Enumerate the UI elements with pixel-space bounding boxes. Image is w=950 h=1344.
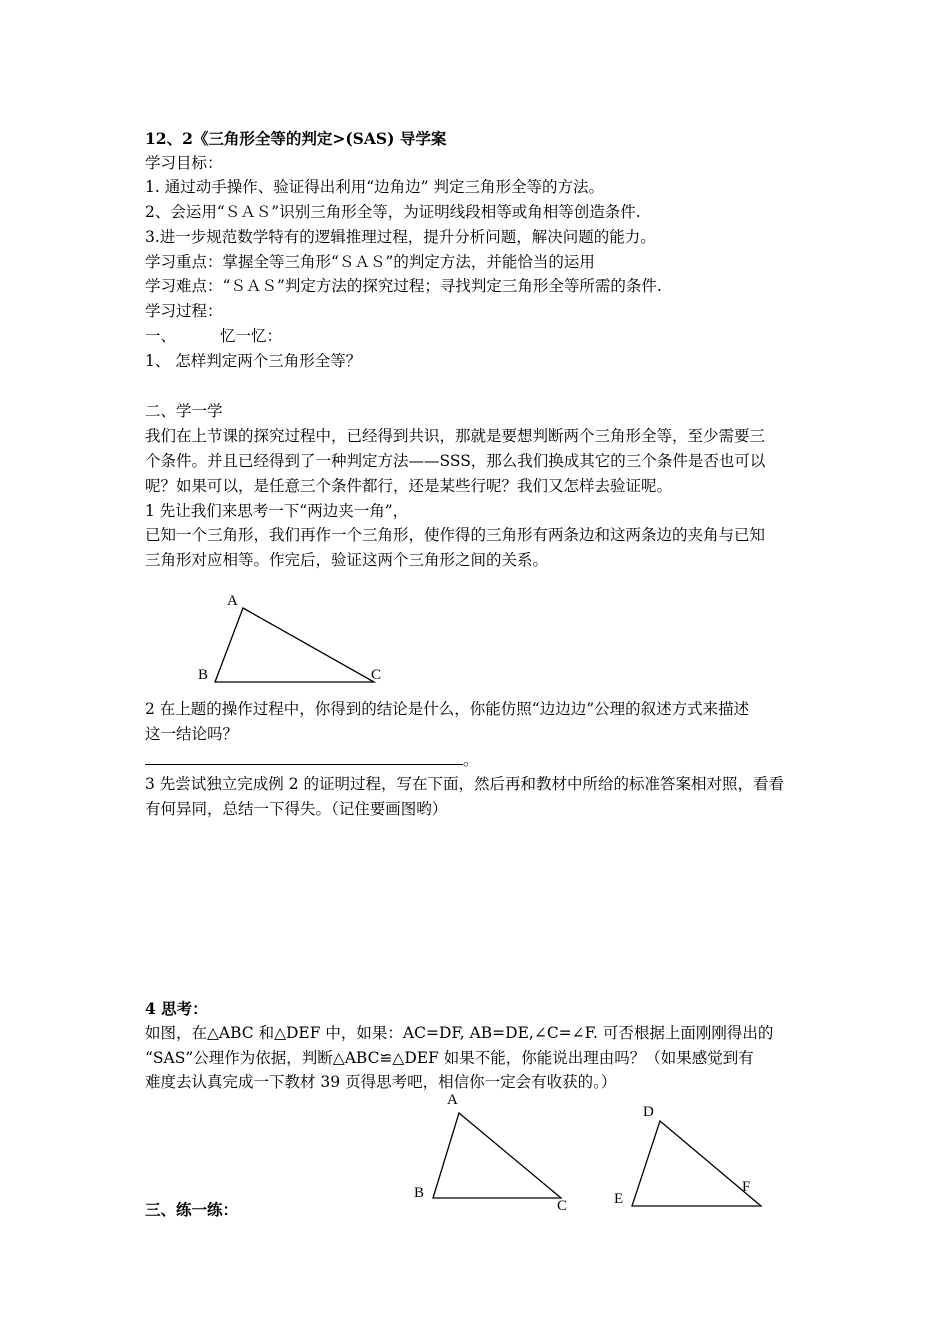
item2-line-1: 2 在上题的操作过程中，你得到的结论是什么，你能仿照“边边边”公理的叙述方式来描述 xyxy=(145,700,750,718)
vertex-label-f: F xyxy=(742,1179,751,1195)
triangle-def-figure xyxy=(614,1104,761,1207)
vertex-label-a-2: A xyxy=(447,1092,458,1108)
vertex-label-c: C xyxy=(371,667,382,683)
item4-line-1: 如图，在△ABC 和△DEF 中，如果：AC=DF, AB=DE,∠C=∠F. 可否根据上面刚刚得出的 xyxy=(145,1024,774,1042)
triangle-abc-2 xyxy=(433,1113,561,1198)
difficulty: 学习难点：“ＳＡＳ”判定方法的探究过程；寻找判定三角形全等所需的条件. xyxy=(145,277,662,295)
item1-intro: 1 先让我们来思考一下“两边夹一角”， xyxy=(145,502,409,520)
section1-title: 忆一忆： xyxy=(220,327,283,345)
document-title: 12、2《三角形全等的判定>(SAS) 导学案 xyxy=(145,129,447,148)
process-heading: 学习过程： xyxy=(145,302,223,320)
item4-heading: 4 思考： xyxy=(145,999,208,1018)
vertex-label-c-2: C xyxy=(557,1198,568,1214)
item3-line-1: 3 先尝试独立完成例 2 的证明过程，写在下面，然后再和教材中所给的标准答案相对照，看看 xyxy=(145,775,785,793)
section2-para-line-3: 呢？如果可以，是任意三个条件都行，还是某些行呢？我们又怎样去验证呢。 xyxy=(145,477,673,495)
item2-line-2: 这一结论吗？ xyxy=(145,725,239,743)
item1-line-2: 三角形对应相等。作完后，验证这两个三角形之间的关系。 xyxy=(145,551,549,569)
triangle-abc-figure xyxy=(198,593,381,683)
key-point: 学习重点：掌握全等三角形“ＳＡＳ”的判定方法，并能恰当的运用 xyxy=(145,253,595,271)
section1-number: 一、 xyxy=(145,327,177,345)
vertex-label-d: D xyxy=(643,1104,654,1120)
triangle-abc xyxy=(215,608,374,682)
objectives-heading: 学习目标： xyxy=(145,154,223,172)
vertex-label-b: B xyxy=(198,667,209,683)
item4-line-3: 难度去认真完成一下教材 39 页得思考吧，相信你一定会有收获的。） xyxy=(145,1073,617,1091)
section2-para-line-2: 个条件。并且已经得到了一种判定方法——SSS，那么我们换成其它的三个条件是否也可以 xyxy=(145,452,766,470)
section1-question: 1、 怎样判定两个三角形全等？ xyxy=(145,352,362,370)
vertex-label-b-2: B xyxy=(414,1185,425,1201)
objective-1: 1. 通过动手操作、验证得出利用“边角边” 判定三角形全等的方法。 xyxy=(145,178,604,196)
objective-3: 3.进一步规范数学特有的逻辑推理过程，提升分析问题，解决问题的能力。 xyxy=(145,228,656,246)
vertex-label-e: E xyxy=(614,1191,624,1207)
item4-line-2: “SAS”公理作为依据，判断△ABC≌△DEF 如果不能，你能说出理由吗？（如果感觉到有 xyxy=(145,1049,754,1067)
triangle-abc-figure-2 xyxy=(414,1092,567,1214)
objective-2: 2、会运用“ＳＡＳ”识别三角形全等，为证明线段相等或角相等创造条件. xyxy=(145,203,641,221)
item1-line-1: 已知一个三角形，我们再作一个三角形，使作得的三角形有两条边和这两条边的夹角与已知 xyxy=(145,526,766,544)
section2-para-line-1: 我们在上节课的探究过程中，已经得到共识，那就是要想判断两个三角形全等，至少需要三 xyxy=(145,427,766,445)
section2-heading: 二、学一学 xyxy=(145,402,223,420)
vertex-label-a: A xyxy=(227,593,238,609)
item3-line-2: 有何异同，总结一下得失。（记住要画图哟） xyxy=(145,800,448,818)
section3-heading: 三、练一练： xyxy=(145,1200,239,1219)
answer-blank-period: 。 xyxy=(463,751,479,769)
